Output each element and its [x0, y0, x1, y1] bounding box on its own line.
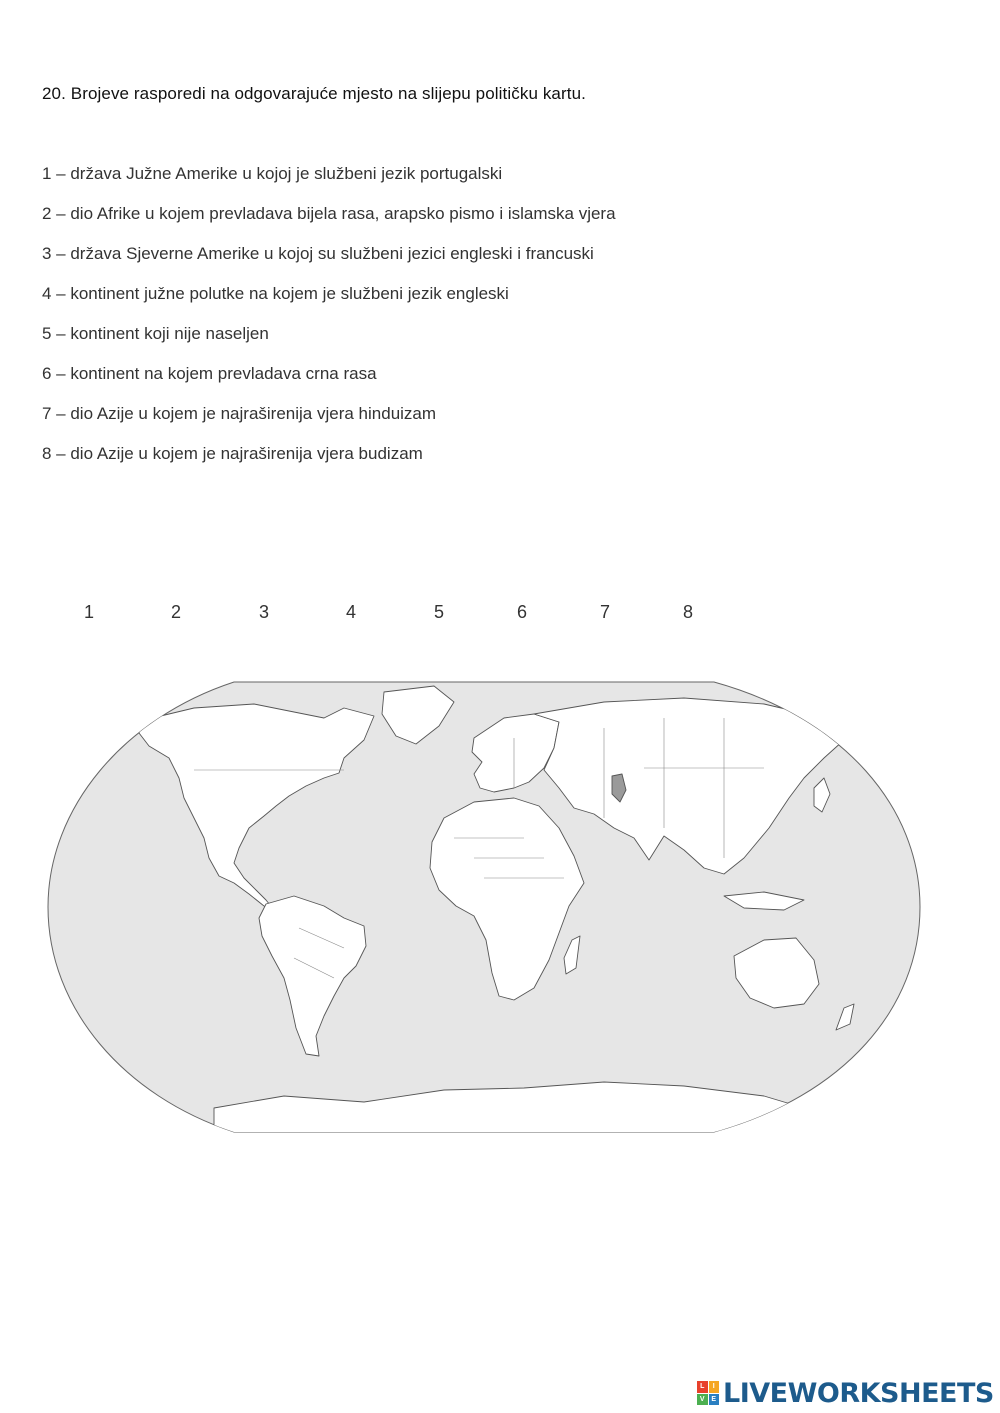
task-title: 20. Brojeve rasporedi na odgovarajuće mjesto na slijepu političku kartu. — [42, 84, 586, 103]
list-item: 5 – kontinent koji nije naseljen — [42, 324, 269, 343]
list-item: 2 – dio Afrike u kojem prevladava bijela rasa, arapsko pismo i islamska vjera — [42, 204, 616, 223]
draggable-number-3[interactable]: 3 — [258, 602, 269, 622]
list-item: 7 – dio Azije u kojem je najraširenija vjera hinduizam — [42, 404, 437, 423]
draggable-number-6[interactable]: 6 — [516, 602, 527, 622]
list-item: 6 – kontinent na kojem prevladava crna rasa — [42, 364, 377, 383]
draggable-number-8[interactable]: 8 — [682, 602, 693, 622]
liveworksheets-footer — [697, 1378, 994, 1408]
logo-tile: V — [697, 1394, 708, 1406]
item-list — [42, 162, 616, 482]
world-map[interactable] — [44, 678, 924, 1136]
draggable-number-7[interactable]: 7 — [599, 602, 610, 622]
liveworksheets-logo-icon — [697, 1381, 719, 1405]
draggable-number-5[interactable]: 5 — [433, 602, 444, 622]
list-item: 3 – država Sjeverne Amerike u kojoj su službeni jezici engleski i francuski — [42, 244, 594, 263]
draggable-number-2[interactable]: 2 — [170, 602, 181, 622]
logo-tile: L — [697, 1381, 708, 1393]
list-item: 4 – kontinent južne polutke na kojem je službeni jezik engleski — [42, 284, 509, 303]
world-map-svg — [44, 678, 924, 1136]
list-item: 1 – država Južne Amerike u kojoj je službeni jezik portugalski — [42, 164, 503, 183]
list-item: 8 – dio Azije u kojem je najraširenija vjera budizam — [42, 444, 423, 463]
logo-tile: E — [709, 1394, 720, 1406]
logo-tile: I — [709, 1381, 720, 1393]
draggable-number-1[interactable]: 1 — [83, 602, 94, 622]
brand-name: LIVEWORKSHEETS — [723, 1377, 994, 1409]
draggable-number-4[interactable]: 4 — [345, 602, 356, 622]
